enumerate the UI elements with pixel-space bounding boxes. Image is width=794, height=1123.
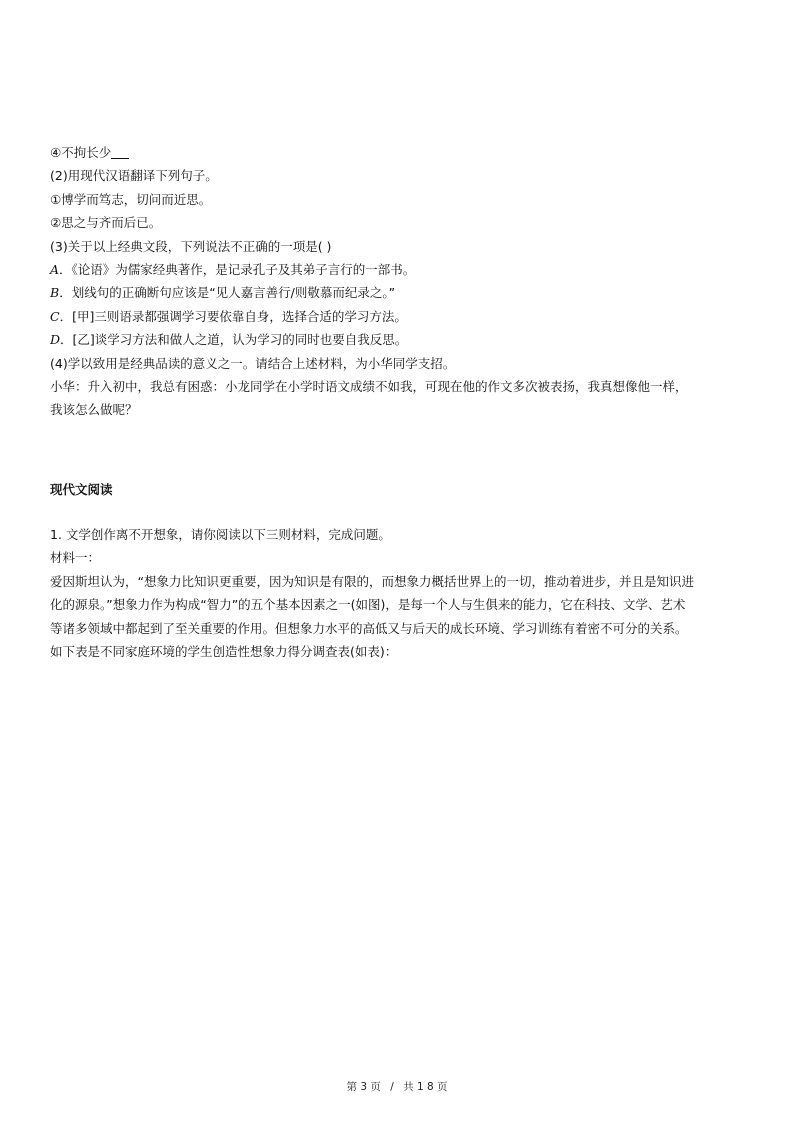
page-footer: [0, 1079, 794, 1094]
question-4-title: (4)学以致用是经典品读的意义之一。请结合上述材料，为小华同学支招。: [50, 355, 456, 371]
item-4-text: ④不拘长少: [50, 145, 112, 160]
answer-blank: [111, 144, 129, 159]
question-4-scenario-line-2: 我该怎么做呢？: [50, 402, 138, 418]
question-2-title: (2)用现代汉语翻译下列句子。: [50, 168, 218, 184]
question-4-scenario-line-1: 小华：升入初中，我总有困惑：小龙同学在小学时语文成绩不如我，可现在他的作文多次被表扬，我真想像他一样，: [50, 379, 688, 395]
material-1-line: 化的源泉。”想象力作为构成“智力”的五个基本因素之一(如图)，是每一个人与生俱来的能力，它在科技、文学、艺术: [50, 597, 686, 613]
section-modern-reading: [50, 523, 750, 663]
page-total: 共 1 8 页: [403, 1081, 448, 1093]
option-text: ．划线句的正确断句应该是“见人嘉言善行/则敬慕而纪录之。”: [59, 285, 396, 301]
question-1-item-4: [50, 141, 750, 164]
question-1-intro: 1. 文学创作离不开想象，请你阅读以下三则材料，完成问题。: [50, 527, 391, 542]
section-heading-modern-reading: 现代文阅读: [50, 482, 113, 497]
option-letter: A: [50, 262, 60, 278]
question-2-item-1: ①博学而笃志，切问而近思。: [50, 191, 212, 207]
option-a: [50, 258, 750, 281]
option-text: ．[乙]谈学习方法和做人之道，认为学习的同时也要自我反思。: [60, 332, 408, 348]
question-2-item-2: ②思之与齐而后已。: [50, 215, 162, 231]
page-current: 第 3 页: [346, 1081, 381, 1093]
page-separator: /: [390, 1081, 394, 1093]
option-b: [50, 281, 750, 304]
option-letter: C: [50, 308, 60, 324]
question-3-title: (3)关于以上经典文段，下列说法不正确的一项是( ): [50, 238, 332, 254]
option-c: [50, 305, 750, 328]
material-1-line: 如下表是不同家庭环境的学生创造性想象力得分调查表(如表)：: [50, 644, 398, 660]
option-d: [50, 328, 750, 351]
option-text: ．《论语》为儒家经典著作，是记录孔子及其弟子言行的一部书。: [59, 262, 416, 278]
option-letter: D: [50, 332, 61, 348]
material-1-label: 材料一：: [50, 550, 101, 566]
option-text: ．[甲]三则语录都强调学习要依靠自身，选择合适的学习方法。: [59, 308, 407, 324]
option-letter: B: [50, 285, 60, 301]
section-classical-questions: [50, 141, 750, 422]
material-1-line: 爱因斯坦认为，“想象力比知识更重要，因为知识是有限的，而想象力概括世界上的一切，推动着进步，并且是知识进: [50, 573, 694, 589]
material-1-line: 等诸多领域中都起到了至关重要的作用。但想象力水平的高低又与后天的成长环境、学习训练有着密不可分的关系。: [50, 620, 688, 636]
